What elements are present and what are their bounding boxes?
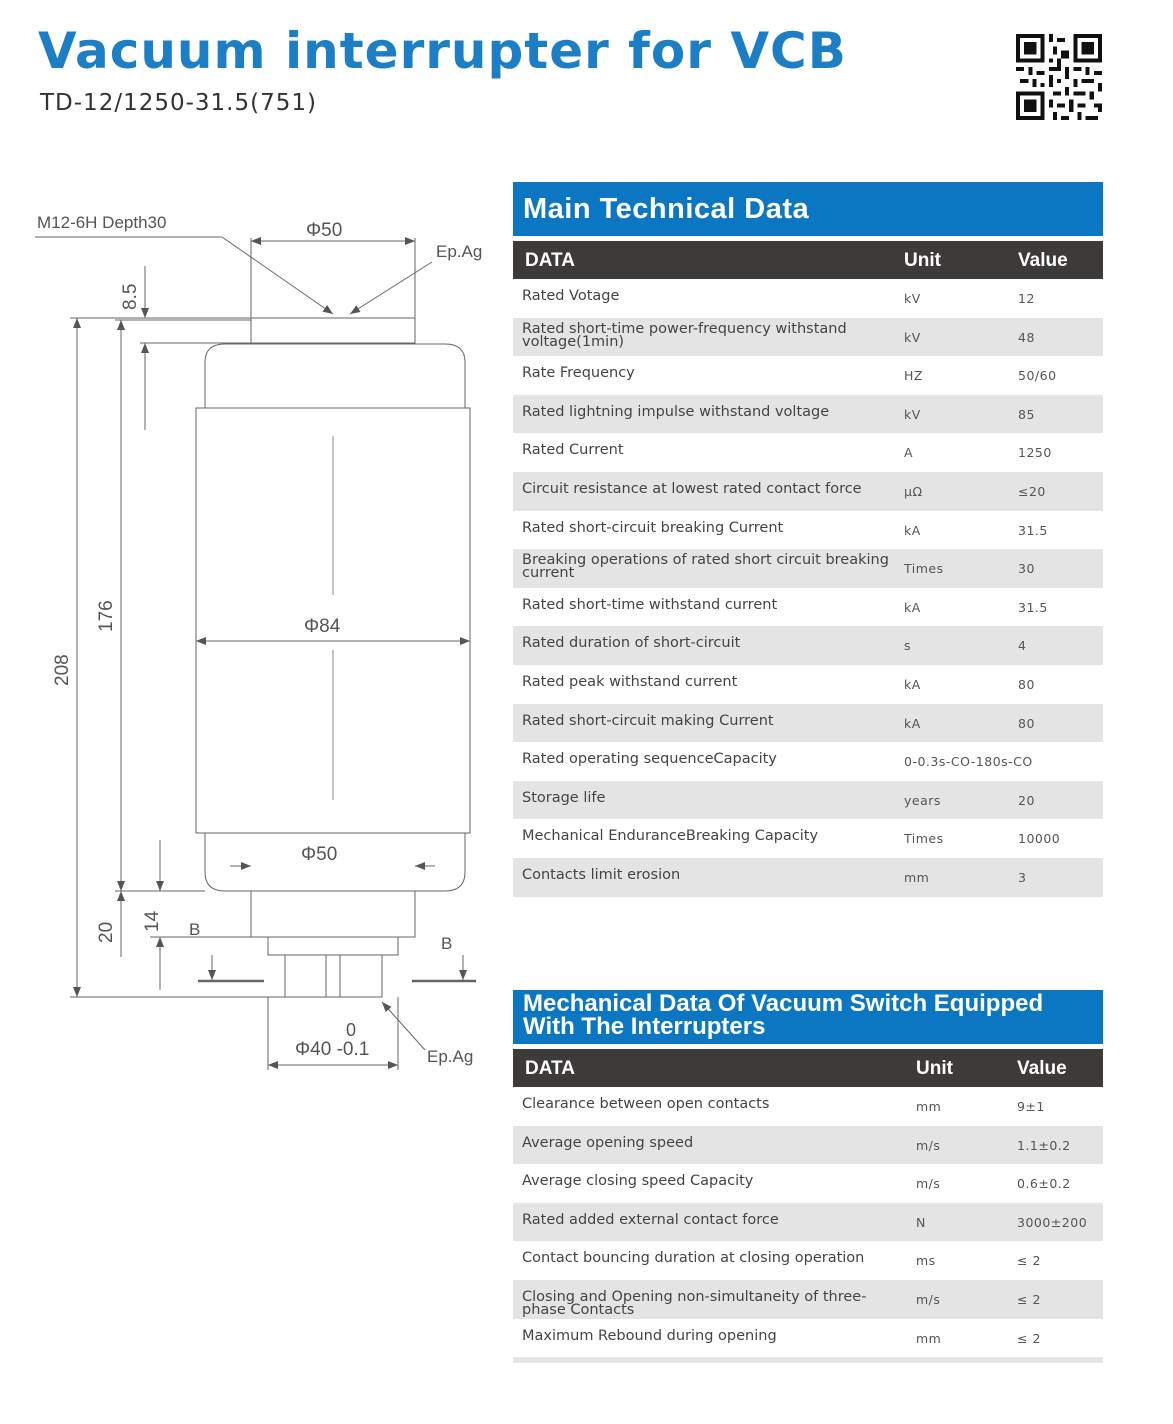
cell-unit: A	[904, 445, 914, 461]
cell-unit: mm	[916, 1330, 942, 1346]
cell-value: 12	[1018, 291, 1035, 306]
cell-unit: kA	[904, 522, 921, 538]
cell-data: Rate Frequency	[522, 365, 635, 382]
table-row	[513, 356, 1103, 395]
mechanical-data-table	[513, 990, 1103, 1363]
ep-ag-top-label: Ep.Ag	[436, 242, 483, 261]
cell-data: Rated operating sequenceCapacity	[522, 751, 777, 768]
body-diameter-label: Φ84	[304, 616, 341, 637]
table-row	[513, 1241, 1103, 1280]
dim-176-label: 176	[96, 600, 117, 632]
cell-value: ≤20	[1018, 483, 1046, 499]
stem-diameter-label: Φ40 -0.1	[295, 1039, 370, 1060]
cell-unit: kV	[904, 291, 921, 306]
table-row	[513, 781, 1103, 820]
cell-unit: μΩ	[904, 483, 923, 499]
cell-data: Storage life	[522, 789, 606, 806]
mechanical-title-line2: With The Interrupters	[523, 1013, 766, 1040]
cell-data: Rated short-circuit breaking Current	[522, 519, 784, 536]
cell-unit: HZ	[904, 368, 923, 384]
cell-unit: kA	[904, 676, 921, 692]
table-row	[513, 1203, 1103, 1242]
cell-data: Rated short-circuit making Current	[522, 712, 774, 729]
cell-value: ≤ 2	[1017, 1330, 1041, 1346]
cell-data: Rated lightning impulse withstand voltage	[522, 403, 830, 420]
tolerance-zero: 0	[346, 1020, 357, 1040]
table-row	[513, 279, 1103, 318]
table-row	[513, 1126, 1103, 1165]
table-row	[513, 549, 1103, 588]
cell-data: Rated peak withstand current	[522, 673, 738, 690]
table-header	[513, 1049, 1103, 1087]
table-row	[513, 819, 1103, 858]
thread-label: M12-6H Depth30	[37, 213, 167, 232]
cell-value: 80	[1018, 676, 1035, 692]
table-row	[513, 1164, 1103, 1203]
top-diameter-label: Φ50	[306, 220, 343, 241]
cell-value: 0.6±0.2	[1017, 1176, 1071, 1192]
cell-value: 3	[1018, 869, 1027, 885]
mechanical-data-title	[513, 990, 1103, 1044]
dim-14-label: 14	[142, 910, 163, 932]
cell-data: Circuit resistance at lowest rated contact force	[522, 480, 862, 497]
cell-data: Contact bouncing duration at closing operation	[522, 1250, 865, 1267]
main-technical-data-title: Main Technical Data	[513, 182, 1103, 236]
cell-unit: s	[904, 638, 912, 654]
header-value: Value	[1018, 250, 1068, 271]
cell-value: 4	[1018, 638, 1027, 654]
cell-value: 20	[1018, 792, 1035, 808]
table-row	[513, 858, 1103, 897]
cell-data: Closing and Opening non-simultaneity of three-phase Contacts	[522, 1288, 867, 1318]
cell-unit: kV	[904, 329, 921, 345]
table-row	[513, 395, 1103, 434]
main-technical-data-table	[513, 182, 1103, 897]
cell-unit: Times	[904, 831, 944, 847]
cell-value: 1250	[1018, 445, 1052, 461]
cell-unit: ms	[916, 1253, 936, 1269]
table-row	[513, 742, 1103, 781]
cell-data: Clearance between open contacts	[522, 1096, 770, 1112]
cell-value: 31.5	[1018, 599, 1048, 615]
table-row	[513, 1280, 1103, 1319]
cell-data: Mechanical EnduranceBreaking Capacity	[522, 828, 819, 845]
table-row	[513, 588, 1103, 627]
cell-data: Rated added external contact force	[522, 1211, 779, 1228]
cell-unit: mm	[916, 1099, 942, 1114]
header-data: DATA	[525, 1058, 575, 1079]
cell-value: 30	[1018, 561, 1035, 577]
cell-value: 31.5	[1018, 522, 1048, 538]
cell-data: Rated short-time withstand current	[522, 596, 778, 613]
dim-8-5-label: 8.5	[120, 283, 141, 310]
cell-data: Rated short-time power-frequency withstand voltage(1min)	[522, 320, 847, 350]
header-data: DATA	[525, 250, 575, 271]
table-row	[513, 1087, 1103, 1126]
ep-ag-bottom-label: Ep.Ag	[427, 1047, 474, 1066]
cell-unit: mm	[904, 869, 930, 885]
cell-unit: m/s	[916, 1291, 941, 1307]
table-row	[513, 318, 1103, 357]
header-unit: Unit	[904, 250, 941, 271]
cell-value: 85	[1018, 406, 1035, 422]
table-row	[513, 626, 1103, 665]
cell-data: Breaking operations of rated short circuit breaking current	[522, 552, 889, 582]
cell-unit: N	[916, 1214, 926, 1230]
cell-data: Rated Votage	[522, 288, 620, 304]
cell-value: 9±1	[1017, 1099, 1045, 1114]
cell-value: 3000±200	[1017, 1214, 1088, 1230]
table-row	[513, 1319, 1103, 1358]
header-value: Value	[1017, 1058, 1067, 1079]
section-b-right: B	[441, 934, 453, 953]
cell-unit: 0-0.3s-CO-180s-CO	[904, 754, 1033, 770]
cell-value: 80	[1018, 715, 1035, 731]
cell-unit: kA	[904, 599, 921, 615]
cell-data: Average closing speed Capacity	[522, 1173, 754, 1190]
header-unit: Unit	[916, 1058, 953, 1079]
qr-code-icon	[1016, 34, 1102, 120]
cell-unit: kV	[904, 406, 921, 422]
table-row	[513, 511, 1103, 550]
cell-value: 50/60	[1018, 368, 1057, 384]
cell-unit: years	[904, 792, 941, 808]
cell-value: 1.1±0.2	[1017, 1137, 1071, 1153]
table-row	[513, 665, 1103, 704]
cell-unit: kA	[904, 715, 921, 731]
table-row	[513, 472, 1103, 511]
cell-data: Rated Current	[522, 442, 624, 459]
cell-data: Contacts limit erosion	[522, 866, 681, 883]
mechanical-title-line1: Mechanical Data Of Vacuum Switch Equipped	[523, 990, 1044, 1017]
cell-value: ≤ 2	[1017, 1253, 1041, 1269]
table-row	[513, 704, 1103, 743]
cell-data: Average opening speed	[522, 1134, 694, 1151]
cell-unit: m/s	[916, 1176, 941, 1192]
bottom-diameter-label: Φ50	[301, 844, 338, 865]
cell-unit: m/s	[916, 1137, 941, 1153]
cell-value: ≤ 2	[1017, 1291, 1041, 1307]
table-row	[513, 433, 1103, 472]
page-title: Vacuum interrupter for VCB	[38, 22, 847, 80]
cell-unit: Times	[904, 561, 944, 577]
cell-data: Maximum Rebound during opening	[522, 1327, 777, 1344]
cell-value: 10000	[1018, 831, 1061, 847]
section-b-left: B	[189, 920, 201, 939]
cell-data: Rated duration of short-circuit	[522, 635, 741, 652]
dim-20-label: 20	[96, 921, 117, 943]
cell-value: 48	[1018, 329, 1035, 345]
table-header	[513, 241, 1103, 279]
table-bottom-rule	[513, 1357, 1103, 1363]
interrupter-drawing	[0, 180, 500, 1100]
model-number: TD-12/1250-31.5(751)	[40, 90, 317, 116]
dim-208-label: 208	[52, 654, 73, 686]
